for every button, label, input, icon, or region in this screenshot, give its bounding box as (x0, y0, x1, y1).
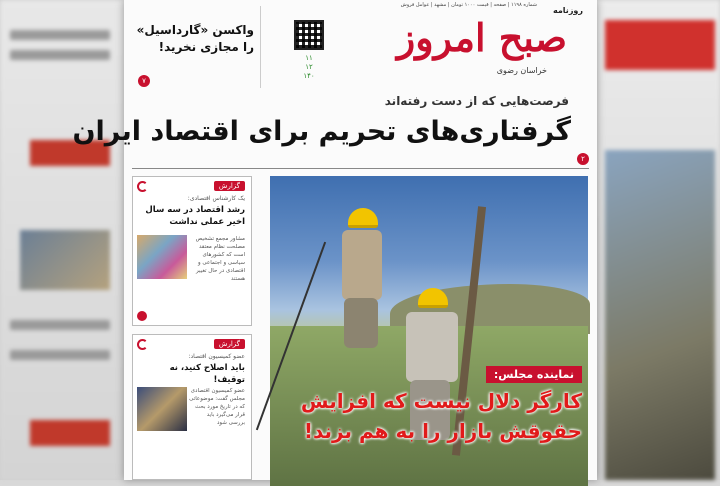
section-logo-icon (137, 339, 148, 350)
article-title[interactable]: باید اصلاح کنید، نه توقیف! (169, 363, 245, 385)
photo-quote-tag: نماینده مجلس: (486, 366, 582, 383)
worker-figure (330, 198, 394, 348)
article-thumbnail (137, 235, 187, 279)
article-title[interactable]: رشد اقتصاد در سه سال اخیر عملی نداشت (145, 205, 245, 227)
divider (132, 168, 589, 169)
teaser-page-badge: ۷ (138, 75, 150, 87)
sidebar-article[interactable] (132, 176, 252, 326)
logo-subtitle: خراسان رضوی (496, 66, 547, 75)
article-kicker: عضو کمیسیون اقتصاد: (188, 353, 245, 360)
sidebar-article[interactable] (132, 334, 252, 480)
article-kicker: یک کارشناس اقتصادی: (187, 195, 245, 202)
newspaper-page[interactable] (72, 0, 597, 480)
background-page-left (0, 0, 128, 480)
main-photo[interactable] (270, 176, 588, 480)
qr-code-icon (294, 20, 324, 50)
article-thumbnail (137, 387, 187, 431)
issue-date: ۱۱ ۱۲ ۱۴۰ (303, 54, 315, 80)
end-mark-icon (137, 311, 147, 321)
headline-page-badge: ۲ (577, 153, 589, 165)
newspaper-logo: صبح امروز (396, 15, 567, 60)
divider (260, 6, 261, 88)
daily-label: روزنامه (553, 6, 583, 15)
section-tag: گزارش (214, 339, 245, 349)
article-body: عضو کمیسیون اقتصادی مجلس گفت: موضوعاتی که در تاریخ مورد بحث قرار می‌گیرد باید بررسی شود (189, 388, 245, 426)
article-body: مشاور مجمع تشخیص مصلحت نظام معتقد است که کشورهای سیاسی و اجتماعی و اقتصادی در حال تغییر هستند (195, 236, 245, 282)
teaser-title[interactable]: واکسن «گارداسیل» را مجازی نخرید! (136, 23, 254, 54)
headline-kicker: فرصت‌هایی که از دست رفته‌اند (384, 94, 569, 108)
section-tag: گزارش (214, 181, 245, 191)
background-page-right (595, 0, 720, 480)
section-logo-icon (137, 181, 148, 192)
issue-info: شماره ۱۱۹۸ | صفحه | قیمت ۱۰۰۰ تومان | مشهد | عوامل فروش (400, 2, 537, 8)
main-headline[interactable]: گرفتاری‌های تحریم برای اقتصاد ایران (72, 116, 571, 147)
photo-headline[interactable]: کارگر دلال نیست که افزایش حقوقش بازار را به هم بزند! (300, 389, 582, 443)
masthead (124, 0, 597, 92)
